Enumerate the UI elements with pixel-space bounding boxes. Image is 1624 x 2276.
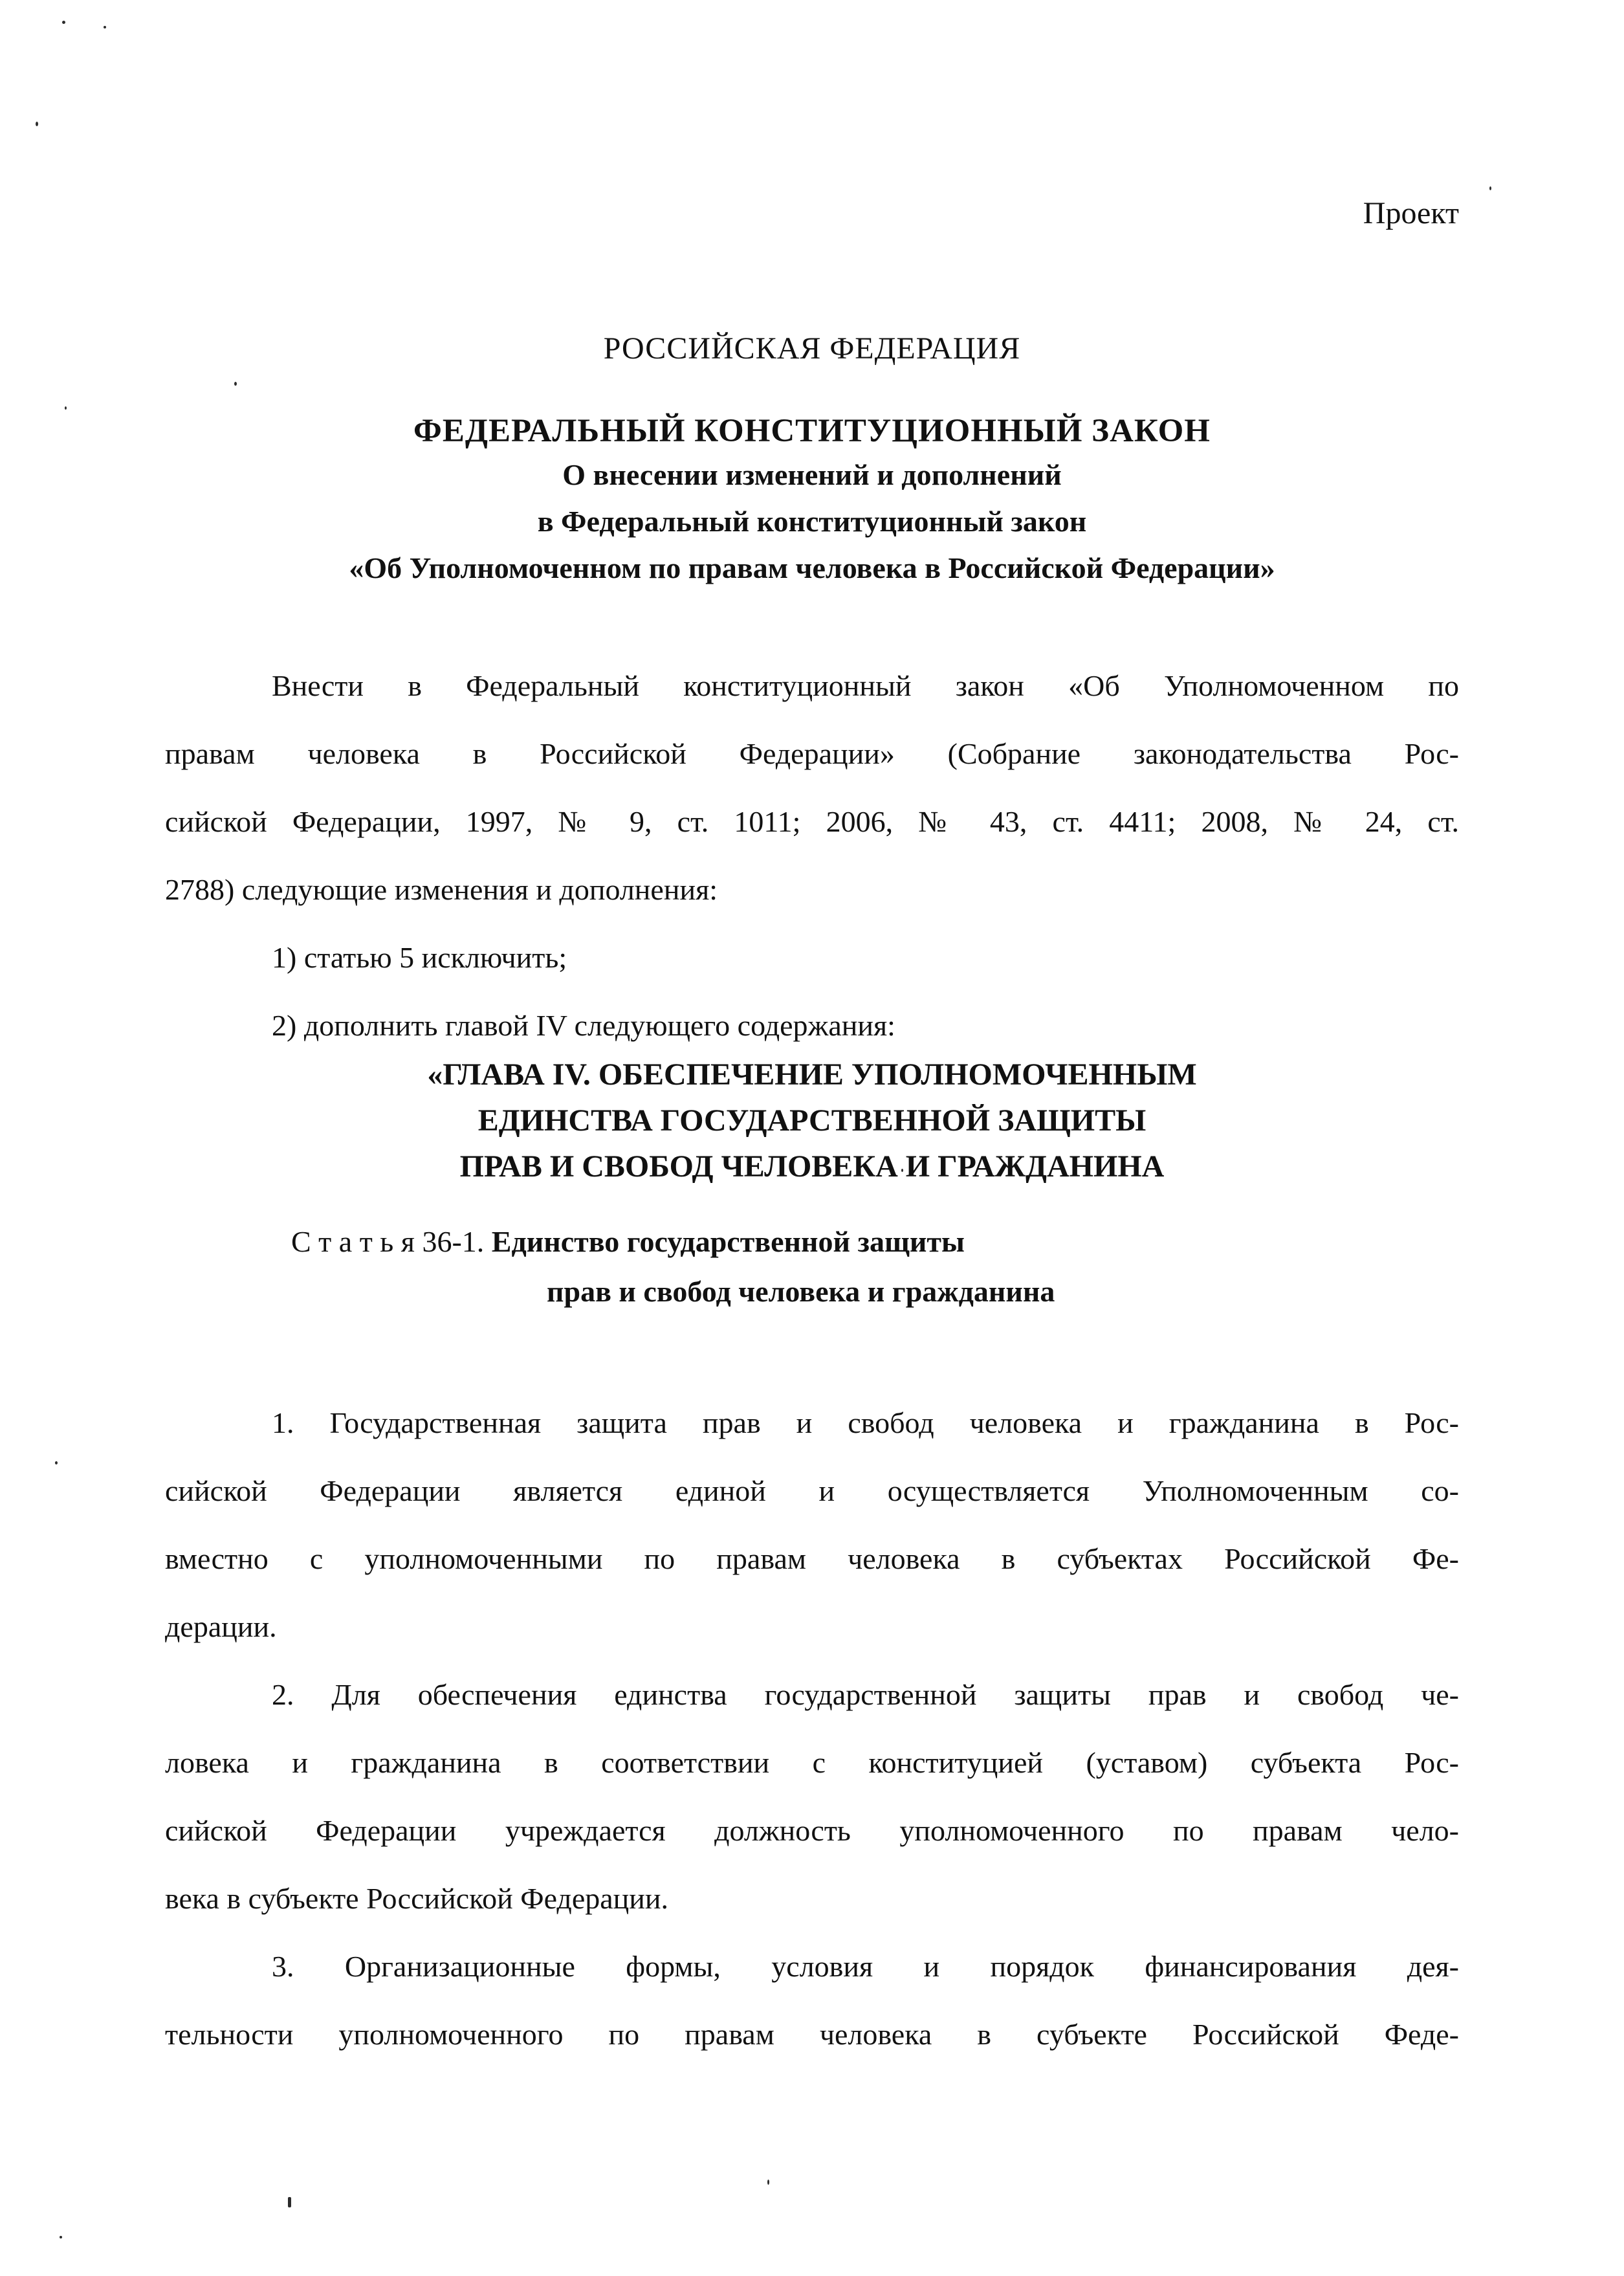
law-subtitle (165, 452, 1459, 591)
clause-2 (165, 1661, 1459, 1932)
subtitle-line: в Федеральный конституционный закон (537, 505, 1087, 538)
chapter-heading-line: ПРАВ И СВОБОД ЧЕЛОВЕКА И ГРАЖДАНИНА (459, 1149, 1165, 1184)
scan-speck (288, 2197, 291, 2207)
text-line: 2. Для обеспечения единства государственной защиты прав и свобод че- (272, 1678, 1459, 1711)
text-line: вместно с уполномоченными по правам человека в субъектах Российской Фе- (165, 1542, 1459, 1575)
text-line: 1. Государственная защита прав и свобод человека и гражданина в Рос- (272, 1406, 1459, 1439)
text-line: века в субъекте Российской Федерации. (165, 1882, 669, 1915)
article-heading (165, 1217, 1459, 1316)
text-line: Внести в Федеральный конституционный закон «Об Уполномоченном по (272, 669, 1459, 702)
article-heading-line: прав и свобод человека и гражданина (547, 1275, 1055, 1308)
subtitle-line: О внесении изменений и дополнений (562, 458, 1062, 491)
text-line: 3. Организационные формы, условия и порядок финансирования дея- (272, 1950, 1459, 1983)
scan-speck (767, 2180, 769, 2185)
amendment-item: 2) дополнить главой IV следующего содержания: (272, 1009, 895, 1042)
chapter-heading-line: ЕДИНСТВА ГОСУДАРСТВЕННОЙ ЗАЩИТЫ (477, 1103, 1147, 1138)
text-line: 2788) следующие изменения и дополнения: (165, 873, 718, 906)
article-title: Единство государственной защиты (491, 1225, 965, 1258)
country-heading: РОССИЙСКАЯ ФЕДЕРАЦИЯ (603, 331, 1021, 366)
chapter-heading-line: «ГЛАВА IV. ОБЕСПЕЧЕНИЕ УПОЛНОМОЧЕННЫМ (427, 1057, 1197, 1092)
text-line: тельности уполномоченного по правам человека в субъекте Российской Феде- (165, 2018, 1459, 2051)
amendment-item: 1) статью 5 исключить; (272, 941, 567, 974)
text-line: ловека и гражданина в соответствии с конституцией (уставом) субъекта Рос- (165, 1746, 1459, 1779)
scan-speck (104, 26, 106, 28)
draft-label: Проект (1363, 196, 1459, 230)
clause-3 (165, 1932, 1459, 2068)
scan-speck (62, 21, 65, 24)
scan-speck (55, 1461, 58, 1464)
article-heading-line (165, 1217, 1459, 1266)
subtitle-line: «Об Уполномоченном по правам человека в Российской Федерации» (349, 551, 1275, 584)
scan-speck (65, 406, 67, 410)
scan-speck (1489, 186, 1491, 190)
amendment-items (165, 923, 1459, 1059)
text-line: дерации. (165, 1610, 277, 1643)
text-line: правам человека в Российской Федерации» (Собрание законодательства Рос- (165, 737, 1459, 770)
text-line: сийской Федерации является единой и осуществляется Уполномоченным со- (165, 1474, 1459, 1507)
law-type-heading: ФЕДЕРАЛЬНЫЙ КОНСТИТУЦИОННЫЙ ЗАКОН (413, 413, 1211, 449)
scan-speck (60, 2236, 62, 2238)
text-line: сийской Федерации, 1997, № 9, ст. 1011; 2006, № 43, ст. 4411; 2008, № 24, ст. (165, 805, 1459, 838)
clause-1 (165, 1389, 1459, 1661)
intro-paragraph (165, 652, 1459, 923)
article-label: С т а т ь я 36-1. (291, 1225, 485, 1258)
text-line: сийской Федерации учреждается должность уполномоченного по правам чело- (165, 1814, 1459, 1847)
scan-speck (36, 122, 38, 126)
chapter-heading (165, 1052, 1459, 1189)
